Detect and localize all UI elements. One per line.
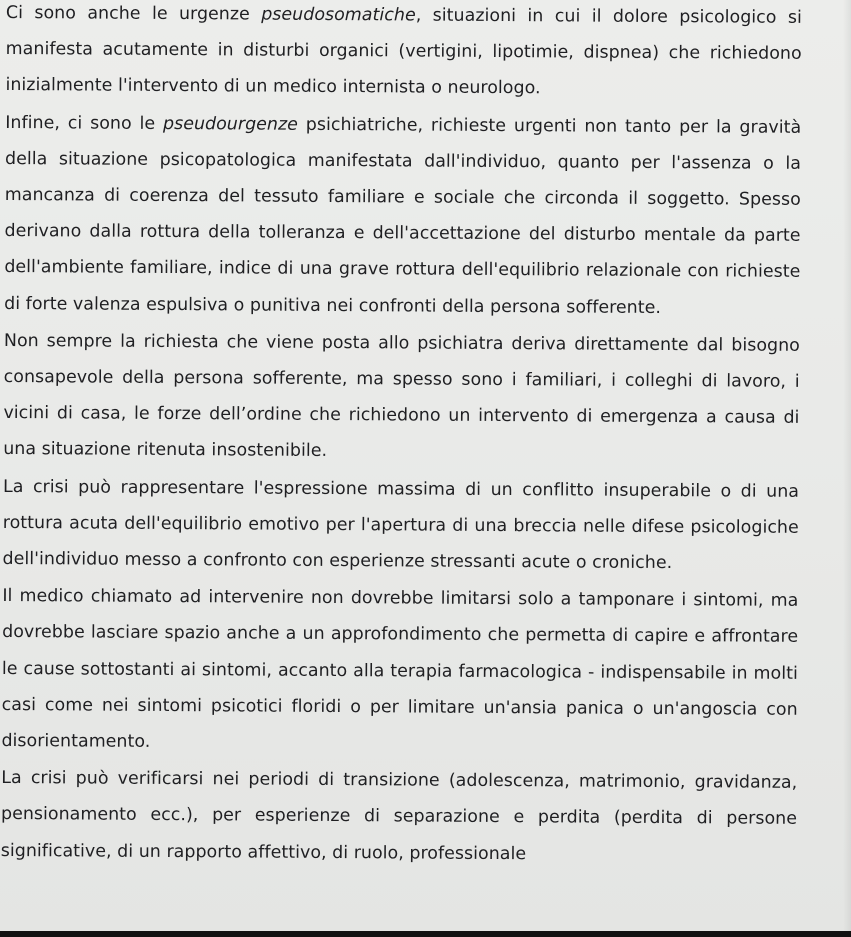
paragraph-text: psichiatriche, richieste urgenti non tanto per la gravità della situazione psicopatologica manifestata dall'individuo, quanto per l'assenza o la mancanza di coerenza del tessuto familiare e sociale che circonda il soggetto. Spesso derivano dalla rottura della tolleranza e dell'accettazione del disturbo mentale da parte dell'ambiente familiare, indice di una grave rottura dell'equilibrio relazionale con richieste di forte valenza espulsiva o punitiva nei confronti della persona sofferente. bbox=[4, 114, 802, 318]
page-bottom-edge bbox=[0, 931, 851, 937]
italic-term-pseudourgenze: pseudourgenze bbox=[162, 113, 299, 135]
paragraph-text: Infine, ci sono le bbox=[5, 112, 164, 134]
paragraph-text: , situazioni in cui il dolore psicologico si manifesta acutamente in disturbi organici (vertigini, lipotimie, dispnea) che richiedono inizialmente l'intervento di un medico internista o neurologo. bbox=[5, 5, 802, 99]
paragraph-crisis-transition: La crisi può verificarsi nei periodi di transizione (adolescenza, matrimonio, gravidanza, pensionamento ecc.), per esperienze di separazione e perdita (perdita di persone significative, di un rapporto affettivo, di ruolo, professionale bbox=[0, 768, 798, 864]
paragraph-pseudourgencies bbox=[4, 105, 801, 327]
text-column bbox=[1, 0, 802, 875]
paragraph-crisis-expression: La crisi può rappresentare l'espressione massima di un conflitto insuperabile o di una rottura acuta dell'equilibrio emotivo per l'apertura di una breccia nelle difese psicologiche dell'individuo messo a confronto con esperienze stressanti acute o croniche. bbox=[2, 476, 800, 574]
paragraph-doctor-role: Il medico chiamato ad intervenire non dovrebbe limitarsi solo a tamponare i sintomi, ma dovrebbe lasciare spazio anche a un approfondimento che permetta di capire e affrontare le cause sottostanti ai sintomi, accanto alla terapia farmacologica - indispensabile in molti casi come nei sintomi psicotici floridi o per limitare un'ansia panica o un'angoscia con disorientamento. bbox=[1, 586, 799, 752]
paragraph-request-origin: Non sempre la richiesta che viene posta allo psichiatra deriva direttamente dal bisogno consapevole della persona sofferente, ma spesso sono i familiari, i colleghi di lavoro, i vicini di casa, le forze dell’ordine che richiedono un intervento di emergenza a causa di una situazione ritenuta insostenibile. bbox=[3, 330, 800, 462]
paragraph-text: Ci sono anche le urgenze bbox=[5, 2, 262, 25]
paragraph-pseudosomatic-urgencies bbox=[5, 0, 802, 108]
page-shadow bbox=[843, 0, 851, 937]
italic-term-pseudosomatiche: pseudosomatiche bbox=[261, 4, 416, 26]
